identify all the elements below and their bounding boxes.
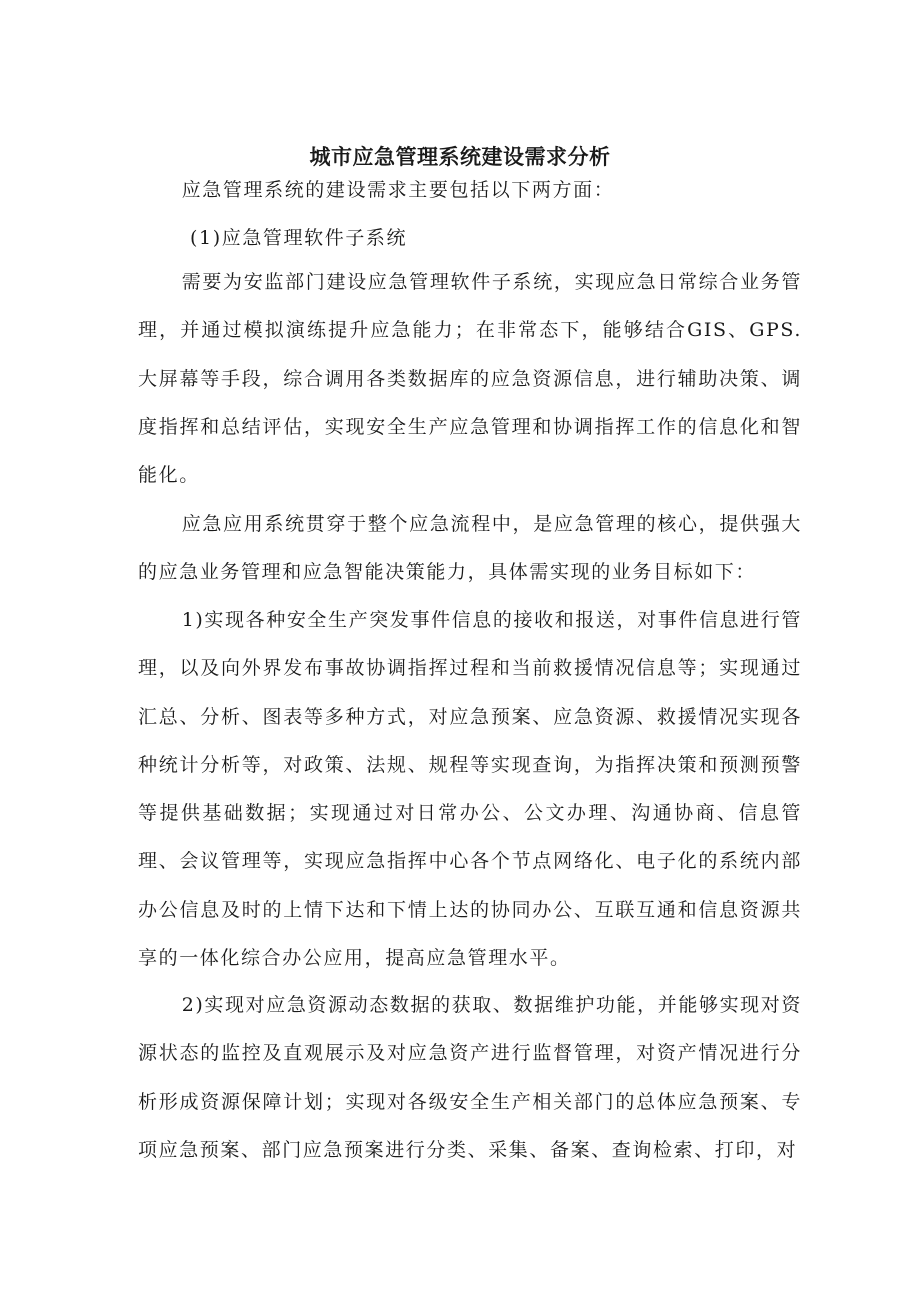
section-heading: (1)应急管理软件子系统 xyxy=(190,227,408,249)
paragraph: 1)实现各种安全生产突发事件信息的接收和报送，对事件信息进行管理，以及向外界发布事故协调指挥过程和当前救援情况信息等；实现通过汇总、分析、图表等多种方式，对应急预案、应急资源、救援情况实现各种统计分析等，对政策、法规、规程等实现查询，为指挥决策和预测预警等提供基础数据；实现通过对日常办公、公文办理、沟通协商、信息管理、会议管理等，实现应急指挥中心各个节点网络化、电子化的系统内部办公信息及时的上情下达和下情上达的协同办公、互联互通和信息资源共享的一体化综合办公应用，提高应急管理水平。 xyxy=(138,609,802,970)
intro-paragraph: 应急管理系统的建设需求主要包括以下两方面： xyxy=(181,179,615,201)
document-title: 城市应急管理系统建设需求分析 xyxy=(309,145,611,170)
paragraph: 2)实现对应急资源动态数据的获取、数据维护功能，并能够实现对资源状态的监控及直观展示及对应急资产进行监督管理，对资产情况进行分析形成资源保障计划；实现对各级安全生产相关部门的总体应急预案、专项应急预案、部门应急预案进行分类、采集、备案、查询检索、打印，对 xyxy=(138,994,802,1161)
paragraph: 应急应用系统贯穿于整个应急流程中，是应急管理的核心，提供强大的应急业务管理和应急智能决策能力，具体需实现的业务目标如下： xyxy=(138,513,802,584)
paragraph: 需要为安监部门建设应急管理软件子系统，实现应急日常综合业务管理，并通过模拟演练提升应急能力；在非常态下，能够结合GIS、GPS.大屏幕等手段，综合调用各类数据库的应急资源信息，进行辅助决策、调度指挥和总结评估，实现安全生产应急管理和协调指挥工作的信息化和智能化。 xyxy=(138,271,802,487)
